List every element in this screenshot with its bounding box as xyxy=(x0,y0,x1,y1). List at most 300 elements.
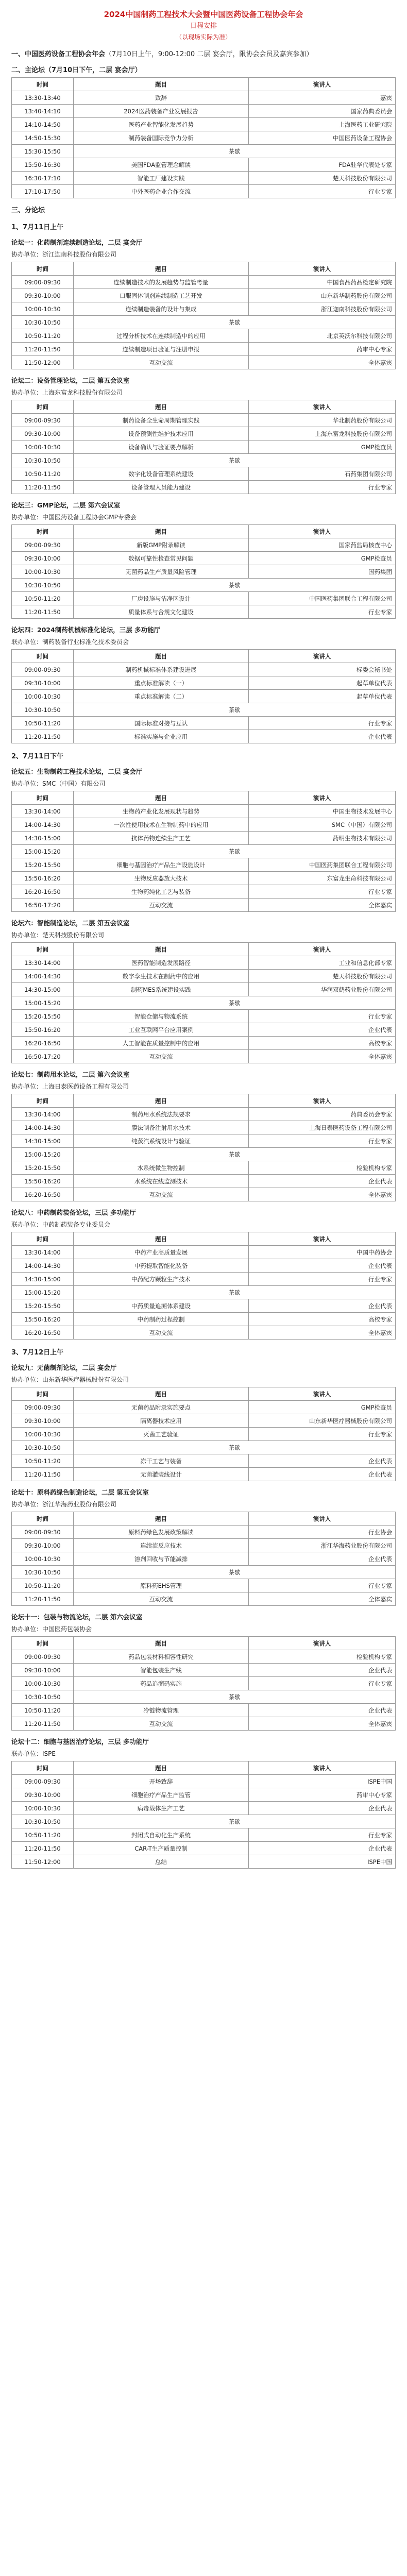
speaker-cell: 全体嘉宾 xyxy=(249,1592,396,1606)
time-cell: 15:50-16:30 xyxy=(12,158,74,172)
table-head xyxy=(12,400,396,414)
speaker-cell: 企业代表 xyxy=(249,1023,396,1037)
topic-cell: 互动交流 xyxy=(74,899,249,912)
time-cell: 16:50-17:20 xyxy=(12,1050,74,1063)
speaker-cell: 企业代表 xyxy=(249,1454,396,1468)
table-row xyxy=(12,1468,396,1481)
schedule-table xyxy=(11,1512,396,1606)
speaker-cell: ISPE中国 xyxy=(249,1855,396,1869)
time-cell: 09:00-09:30 xyxy=(12,1526,74,1539)
time-cell: 13:30-14:00 xyxy=(12,805,74,818)
header-row xyxy=(12,1094,396,1108)
forum-unit: 联办单位：制药装备行业标准化技术委员会 xyxy=(11,638,129,646)
col-speaker-header: 演讲人 xyxy=(249,791,396,805)
header-row xyxy=(12,1387,396,1401)
speaker-cell: 中国医药集团联合工程有限公司 xyxy=(249,858,396,872)
topic-cell: 互动交流 xyxy=(74,1326,249,1340)
speaker-cell: 浙江迦南科技股份有限公司 xyxy=(249,302,396,316)
time-cell: 14:10-14:50 xyxy=(12,118,74,131)
topic-cell: 智能包装生产线 xyxy=(74,1664,249,1677)
col-time-header: 时间 xyxy=(12,525,74,538)
table-head xyxy=(12,943,396,956)
speaker-cell: 全体嘉宾 xyxy=(249,356,396,369)
table-row xyxy=(12,276,396,289)
forum-unit: 协办单位：中国医药设备工程协会GMP专委会 xyxy=(11,514,137,521)
table-row xyxy=(12,832,396,845)
forum-title: 论坛七：制药用水论坛，二层 第六会议室 xyxy=(11,1071,130,1078)
schedule-table xyxy=(11,77,396,198)
section-heading xyxy=(11,48,396,58)
col-time-header: 时间 xyxy=(12,262,74,276)
table-row xyxy=(12,1286,396,1299)
speaker-cell: 药审中心专家 xyxy=(249,1788,396,1802)
speaker-cell: 药明生物技术有限公司 xyxy=(249,832,396,845)
col-speaker-header: 演讲人 xyxy=(249,1512,396,1526)
table-row xyxy=(12,1428,396,1441)
speaker-cell: 药典委员会专家 xyxy=(249,1108,396,1121)
time-cell: 14:30-15:00 xyxy=(12,1134,74,1148)
section-heading: 三、分论坛 xyxy=(11,207,45,214)
table-row xyxy=(12,172,396,185)
time-cell: 14:00-14:30 xyxy=(12,1259,74,1273)
table-head xyxy=(12,1232,396,1246)
table-row xyxy=(12,1788,396,1802)
table-row xyxy=(12,1704,396,1717)
time-cell: 09:00-09:30 xyxy=(12,538,74,552)
break-cell: 茶歇 xyxy=(74,454,396,467)
speaker-cell: 行业专家 xyxy=(249,1828,396,1842)
topic-cell: 原料药绿色发展政策解读 xyxy=(74,1526,249,1539)
topic-cell: 中药产业高质量发展 xyxy=(74,1246,249,1259)
time-cell: 15:50-16:20 xyxy=(12,1175,74,1188)
topic-cell: 中药制药过程控制 xyxy=(74,1313,249,1326)
table-row xyxy=(12,605,396,619)
speaker-cell: 北京英沃尔科技有限公司 xyxy=(249,329,396,343)
time-cell: 11:20-11:50 xyxy=(12,730,74,743)
table-row xyxy=(12,970,396,983)
table-row xyxy=(12,343,396,356)
break-cell: 茶歇 xyxy=(74,1690,396,1704)
table-row xyxy=(12,1454,396,1468)
table-row xyxy=(12,91,396,105)
topic-cell: 生物药产业化发展现状与趋势 xyxy=(74,805,249,818)
speaker-cell: 中国生物技术发展中心 xyxy=(249,805,396,818)
speaker-cell: 起草单位代表 xyxy=(249,690,396,703)
topic-cell: 制药MES系统建设实践 xyxy=(74,983,249,996)
table-row xyxy=(12,552,396,565)
speaker-cell: 行业专家 xyxy=(249,717,396,730)
topic-cell: 厂房设施与洁净区设计 xyxy=(74,592,249,605)
table-row xyxy=(12,1401,396,1414)
table-row xyxy=(12,1552,396,1566)
speaker-cell: 石药集团有限公司 xyxy=(249,467,396,481)
table-body xyxy=(12,805,396,912)
table-row xyxy=(12,1134,396,1148)
break-cell: 茶歇 xyxy=(74,1441,396,1454)
col-time-header: 时间 xyxy=(12,1387,74,1401)
schedule-table xyxy=(11,1387,396,1481)
table-row xyxy=(12,730,396,743)
table-row xyxy=(12,538,396,552)
speaker-cell: 国药集团 xyxy=(249,565,396,579)
table-row xyxy=(12,1010,396,1023)
speaker-cell: ISPE中国 xyxy=(249,1775,396,1788)
break-cell: 茶歇 xyxy=(74,1566,396,1579)
page-header xyxy=(11,8,396,42)
topic-cell: 封闭式自动化生产系统 xyxy=(74,1828,249,1842)
col-speaker-header: 演讲人 xyxy=(249,1094,396,1108)
table-row xyxy=(12,899,396,912)
speaker-cell: 行业专家 xyxy=(249,885,396,899)
table-row xyxy=(12,427,396,440)
forum-unit: 协办单位：楚天科技股份有限公司 xyxy=(11,931,105,939)
topic-cell: 膜法制备注射用水技术 xyxy=(74,1121,249,1134)
topic-cell: 重点标准解读（二） xyxy=(74,690,249,703)
table-row xyxy=(12,1175,396,1188)
time-cell: 10:00-10:30 xyxy=(12,565,74,579)
time-cell: 09:30-10:00 xyxy=(12,289,74,302)
topic-cell: 水系统微生物控制 xyxy=(74,1161,249,1175)
time-cell: 15:50-16:20 xyxy=(12,1023,74,1037)
time-cell: 09:30-10:00 xyxy=(12,1664,74,1677)
break-cell: 茶歇 xyxy=(74,145,396,158)
speaker-cell: 中国医药设备工程协会 xyxy=(249,131,396,145)
topic-cell: 无菌药品生产质量风险管理 xyxy=(74,565,249,579)
table-row xyxy=(12,717,396,730)
topic-cell: 设备管理人员能力建设 xyxy=(74,481,249,494)
forum-title: 论坛十：原料药绿色制造论坛，二层 第五会议室 xyxy=(11,1488,149,1496)
topic-cell: 生物药纯化工艺与装备 xyxy=(74,885,249,899)
table-row xyxy=(12,158,396,172)
time-cell: 09:30-10:00 xyxy=(12,427,74,440)
table-row xyxy=(12,118,396,131)
col-speaker-header: 演讲人 xyxy=(249,525,396,538)
table-row xyxy=(12,1677,396,1690)
table-row xyxy=(12,592,396,605)
time-cell: 11:20-11:50 xyxy=(12,1717,74,1731)
speaker-cell: 标委会秘书处 xyxy=(249,663,396,676)
speaker-cell: 企业代表 xyxy=(249,1802,396,1815)
day-heading: 3、7月12日上午 xyxy=(11,1349,64,1357)
schedule-table xyxy=(11,1761,396,1869)
table-row xyxy=(12,302,396,316)
speaker-cell: 华北制药股份有限公司 xyxy=(249,414,396,427)
table-row xyxy=(12,663,396,676)
time-cell: 10:30-10:50 xyxy=(12,1690,74,1704)
table-row xyxy=(12,1855,396,1869)
time-cell: 11:20-11:50 xyxy=(12,343,74,356)
schedule-table xyxy=(11,262,396,369)
topic-cell: 新版GMP附录解读 xyxy=(74,538,249,552)
table-row xyxy=(12,289,396,302)
forum-title: 论坛五：生物制药工程技术论坛，二层 宴会厅 xyxy=(11,768,143,775)
table-row xyxy=(12,1161,396,1175)
table-row xyxy=(12,885,396,899)
time-cell: 10:00-10:30 xyxy=(12,1802,74,1815)
speaker-cell: 行业专家 xyxy=(249,185,396,198)
table-row xyxy=(12,1121,396,1134)
time-cell: 16:20-16:50 xyxy=(12,1326,74,1340)
forum-unit: 协办单位：上海日泰医药设备工程有限公司 xyxy=(11,1083,129,1090)
time-cell: 16:20-16:50 xyxy=(12,1037,74,1050)
speaker-cell: 检验机构专家 xyxy=(249,1161,396,1175)
break-cell: 茶歇 xyxy=(74,845,396,858)
table-row xyxy=(12,185,396,198)
topic-cell: 数字化设备管理系统建设 xyxy=(74,467,249,481)
time-cell: 10:30-10:50 xyxy=(12,1441,74,1454)
speaker-cell: 工业和信息化部专家 xyxy=(249,956,396,970)
table-row xyxy=(12,1664,396,1677)
table-body xyxy=(12,414,396,494)
speaker-cell: 华润双鹤药业股份有限公司 xyxy=(249,983,396,996)
col-topic-header: 题目 xyxy=(74,1512,249,1526)
header-row xyxy=(12,1761,396,1775)
speaker-cell: 楚天科技股份有限公司 xyxy=(249,172,396,185)
topic-cell: 中药提取智能化装备 xyxy=(74,1259,249,1273)
speaker-cell: 高校专家 xyxy=(249,1313,396,1326)
time-cell: 15:20-15:50 xyxy=(12,1161,74,1175)
header-row xyxy=(12,1637,396,1650)
speaker-cell: 企业代表 xyxy=(249,1468,396,1481)
topic-cell: 原料药EHS管理 xyxy=(74,1579,249,1592)
table-row xyxy=(12,1273,396,1286)
speaker-cell: 企业代表 xyxy=(249,1299,396,1313)
table-row xyxy=(12,1299,396,1313)
table-head xyxy=(12,1512,396,1526)
topic-cell: 细胞与基因治疗产品生产设施设计 xyxy=(74,858,249,872)
forum-unit: 协办单位：上海东富龙科技股份有限公司 xyxy=(11,389,123,396)
topic-cell: 医药产业智能化发展趋势 xyxy=(74,118,249,131)
page-title: 2024中国制药工程技术大会暨中国医药设备工程协会年会 xyxy=(104,10,303,19)
header-row xyxy=(12,791,396,805)
table-row xyxy=(12,1259,396,1273)
schedule-table xyxy=(11,942,396,1063)
col-speaker-header: 演讲人 xyxy=(249,1232,396,1246)
day-heading: 2、7月11日下午 xyxy=(11,753,64,760)
col-time-header: 时间 xyxy=(12,1232,74,1246)
topic-cell: 中药质量追溯体系建设 xyxy=(74,1299,249,1313)
time-cell: 09:00-09:30 xyxy=(12,414,74,427)
col-topic-header: 题目 xyxy=(74,791,249,805)
col-time-header: 时间 xyxy=(12,78,74,91)
header-row xyxy=(12,1512,396,1526)
speaker-cell: 全体嘉宾 xyxy=(249,1188,396,1201)
col-topic-header: 题目 xyxy=(74,525,249,538)
table-head xyxy=(12,650,396,663)
days-container xyxy=(11,205,396,1869)
topic-cell: 互动交流 xyxy=(74,356,249,369)
col-topic-header: 题目 xyxy=(74,1761,249,1775)
topic-cell: 连续制造项目验证与注册申报 xyxy=(74,343,249,356)
time-cell: 11:20-11:50 xyxy=(12,605,74,619)
topic-cell: 中外医药企业合作交流 xyxy=(74,185,249,198)
col-topic-header: 题目 xyxy=(74,78,249,91)
topic-cell: 制药机械标准体系建设进展 xyxy=(74,663,249,676)
table-body xyxy=(12,1526,396,1606)
schedule-table xyxy=(11,400,396,494)
forum-unit: 协办单位：浙江华海药业股份有限公司 xyxy=(11,1501,117,1508)
topic-cell: 制药装备国际竞争力分析 xyxy=(74,131,249,145)
table-row xyxy=(12,872,396,885)
forum-unit: 协办单位：中国医药包装协会 xyxy=(11,1625,92,1633)
topic-cell: 总结 xyxy=(74,1855,249,1869)
table-row xyxy=(12,1828,396,1842)
speaker-cell: 中国中药协会 xyxy=(249,1246,396,1259)
time-cell: 09:00-09:30 xyxy=(12,1775,74,1788)
speaker-cell: 行业专家 xyxy=(249,605,396,619)
table-row xyxy=(12,1313,396,1326)
table-row xyxy=(12,1690,396,1704)
forum-title: 论坛八：中药制药装备论坛，三层 多功能厅 xyxy=(11,1209,136,1216)
table-row xyxy=(12,1802,396,1815)
col-speaker-header: 演讲人 xyxy=(249,262,396,276)
speaker-cell: 山东新华医疗器械股份有限公司 xyxy=(249,1414,396,1428)
forum-title: 论坛三：GMP论坛，二层 第六会议室 xyxy=(11,501,121,509)
table-row xyxy=(12,690,396,703)
forum-title: 论坛十一：包装与物流论坛，二层 第六会议室 xyxy=(11,1613,143,1621)
speaker-cell: 行业专家 xyxy=(249,481,396,494)
speaker-cell: 行业专家 xyxy=(249,1134,396,1148)
table-body xyxy=(12,1401,396,1481)
col-topic-header: 题目 xyxy=(74,943,249,956)
table-row xyxy=(12,1566,396,1579)
forum-title: 论坛九：无菌制剂论坛，二层 宴会厅 xyxy=(11,1364,117,1371)
time-cell: 15:50-16:20 xyxy=(12,1313,74,1326)
topic-cell: 工业互联网平台应用案例 xyxy=(74,1023,249,1037)
break-cell: 茶歇 xyxy=(74,1286,396,1299)
topic-cell: 水系统在线监测技术 xyxy=(74,1175,249,1188)
topic-cell: 互动交流 xyxy=(74,1188,249,1201)
forum-unit: 联办单位：中药制药装备专业委员会 xyxy=(11,1221,111,1228)
topic-cell: 药品追溯码实施 xyxy=(74,1677,249,1690)
table-row xyxy=(12,703,396,717)
table-row xyxy=(12,1023,396,1037)
break-cell: 茶歇 xyxy=(74,579,396,592)
col-topic-header: 题目 xyxy=(74,400,249,414)
table-row xyxy=(12,131,396,145)
table-body xyxy=(12,1246,396,1340)
table-row xyxy=(12,440,396,454)
break-cell: 茶歇 xyxy=(74,316,396,329)
schedule-table xyxy=(11,1636,396,1731)
time-cell: 10:00-10:30 xyxy=(12,440,74,454)
table-row xyxy=(12,1188,396,1201)
topic-cell: 美国FDA监管理念解读 xyxy=(74,158,249,172)
topic-cell: 数字孪生技术在制药中的应用 xyxy=(74,970,249,983)
table-row xyxy=(12,105,396,118)
time-cell: 10:50-11:20 xyxy=(12,329,74,343)
speaker-cell: 企业代表 xyxy=(249,1842,396,1855)
col-time-header: 时间 xyxy=(12,1512,74,1526)
time-cell: 14:50-15:30 xyxy=(12,131,74,145)
break-cell: 茶歇 xyxy=(74,703,396,717)
time-cell: 15:20-15:50 xyxy=(12,858,74,872)
topic-cell: 生物反应器放大技术 xyxy=(74,872,249,885)
topic-cell: 人工智能在质量控制中的应用 xyxy=(74,1037,249,1050)
header-row xyxy=(12,78,396,91)
section-heading-text: 二、主论坛（7月10日下午，二层 宴会厅） xyxy=(11,66,142,74)
time-cell: 10:30-10:50 xyxy=(12,579,74,592)
time-cell: 09:00-09:30 xyxy=(12,663,74,676)
time-cell: 10:50-11:20 xyxy=(12,467,74,481)
speaker-cell: 行业协会 xyxy=(249,1526,396,1539)
speaker-cell: 行业专家 xyxy=(249,1677,396,1690)
table-row xyxy=(12,1108,396,1121)
topic-cell: 冷链物流管理 xyxy=(74,1704,249,1717)
time-cell: 09:30-10:00 xyxy=(12,552,74,565)
topic-cell: 互动交流 xyxy=(74,1050,249,1063)
speaker-cell: 全体嘉宾 xyxy=(249,1050,396,1063)
table-row xyxy=(12,956,396,970)
speaker-cell: 药审中心专家 xyxy=(249,343,396,356)
time-cell: 10:30-10:50 xyxy=(12,703,74,717)
table-row xyxy=(12,1815,396,1828)
time-cell: 16:50-17:20 xyxy=(12,899,74,912)
table-row xyxy=(12,145,396,158)
table-row xyxy=(12,1526,396,1539)
break-cell: 茶歇 xyxy=(74,996,396,1010)
time-cell: 10:50-11:20 xyxy=(12,1828,74,1842)
section-heading xyxy=(11,64,396,74)
col-time-header: 时间 xyxy=(12,650,74,663)
time-cell: 13:40-14:10 xyxy=(12,105,74,118)
col-topic-header: 题目 xyxy=(74,262,249,276)
speaker-cell: 上海东富龙科技股份有限公司 xyxy=(249,427,396,440)
page-note: （以现场实际为准） xyxy=(175,33,231,41)
table-row xyxy=(12,1775,396,1788)
speaker-cell: 东富龙生命科技有限公司 xyxy=(249,872,396,885)
col-speaker-header: 演讲人 xyxy=(249,78,396,91)
topic-cell: 设备确认与验证要点解析 xyxy=(74,440,249,454)
time-cell: 09:00-09:30 xyxy=(12,1650,74,1664)
speaker-cell: 国家药典委员会 xyxy=(249,105,396,118)
speaker-cell: 全体嘉宾 xyxy=(249,899,396,912)
sections-container xyxy=(11,48,396,198)
topic-cell: 智能仓储与物流系统 xyxy=(74,1010,249,1023)
table-row xyxy=(12,805,396,818)
time-cell: 11:50-12:00 xyxy=(12,356,74,369)
time-cell: 16:30-17:10 xyxy=(12,172,74,185)
time-cell: 11:20-11:50 xyxy=(12,1842,74,1855)
time-cell: 10:00-10:30 xyxy=(12,302,74,316)
topic-cell: 制药用水系统法规要求 xyxy=(74,1108,249,1121)
col-time-header: 时间 xyxy=(12,1761,74,1775)
col-topic-header: 题目 xyxy=(74,1387,249,1401)
time-cell: 10:00-10:30 xyxy=(12,1677,74,1690)
topic-cell: 抗体药物连续生产工艺 xyxy=(74,832,249,845)
time-cell: 10:50-11:20 xyxy=(12,592,74,605)
table-row xyxy=(12,818,396,832)
table-body xyxy=(12,1650,396,1731)
table-row xyxy=(12,1592,396,1606)
time-cell: 14:00-14:30 xyxy=(12,818,74,832)
speaker-cell: 国家药监局核查中心 xyxy=(249,538,396,552)
time-cell: 15:30-15:50 xyxy=(12,145,74,158)
time-cell: 11:20-11:50 xyxy=(12,1468,74,1481)
time-cell: 13:30-14:00 xyxy=(12,1246,74,1259)
time-cell: 09:00-09:30 xyxy=(12,1401,74,1414)
col-speaker-header: 演讲人 xyxy=(249,1637,396,1650)
time-cell: 10:00-10:30 xyxy=(12,1428,74,1441)
speaker-cell: 中国食品药品检定研究院 xyxy=(249,276,396,289)
table-head xyxy=(12,791,396,805)
topic-cell: CAR-T生产质量控制 xyxy=(74,1842,249,1855)
topic-cell: 互动交流 xyxy=(74,1717,249,1731)
topic-cell: 纯蒸汽系统设计与验证 xyxy=(74,1134,249,1148)
speaker-cell: 企业代表 xyxy=(249,730,396,743)
col-speaker-header: 演讲人 xyxy=(249,400,396,414)
time-cell: 11:20-11:50 xyxy=(12,481,74,494)
